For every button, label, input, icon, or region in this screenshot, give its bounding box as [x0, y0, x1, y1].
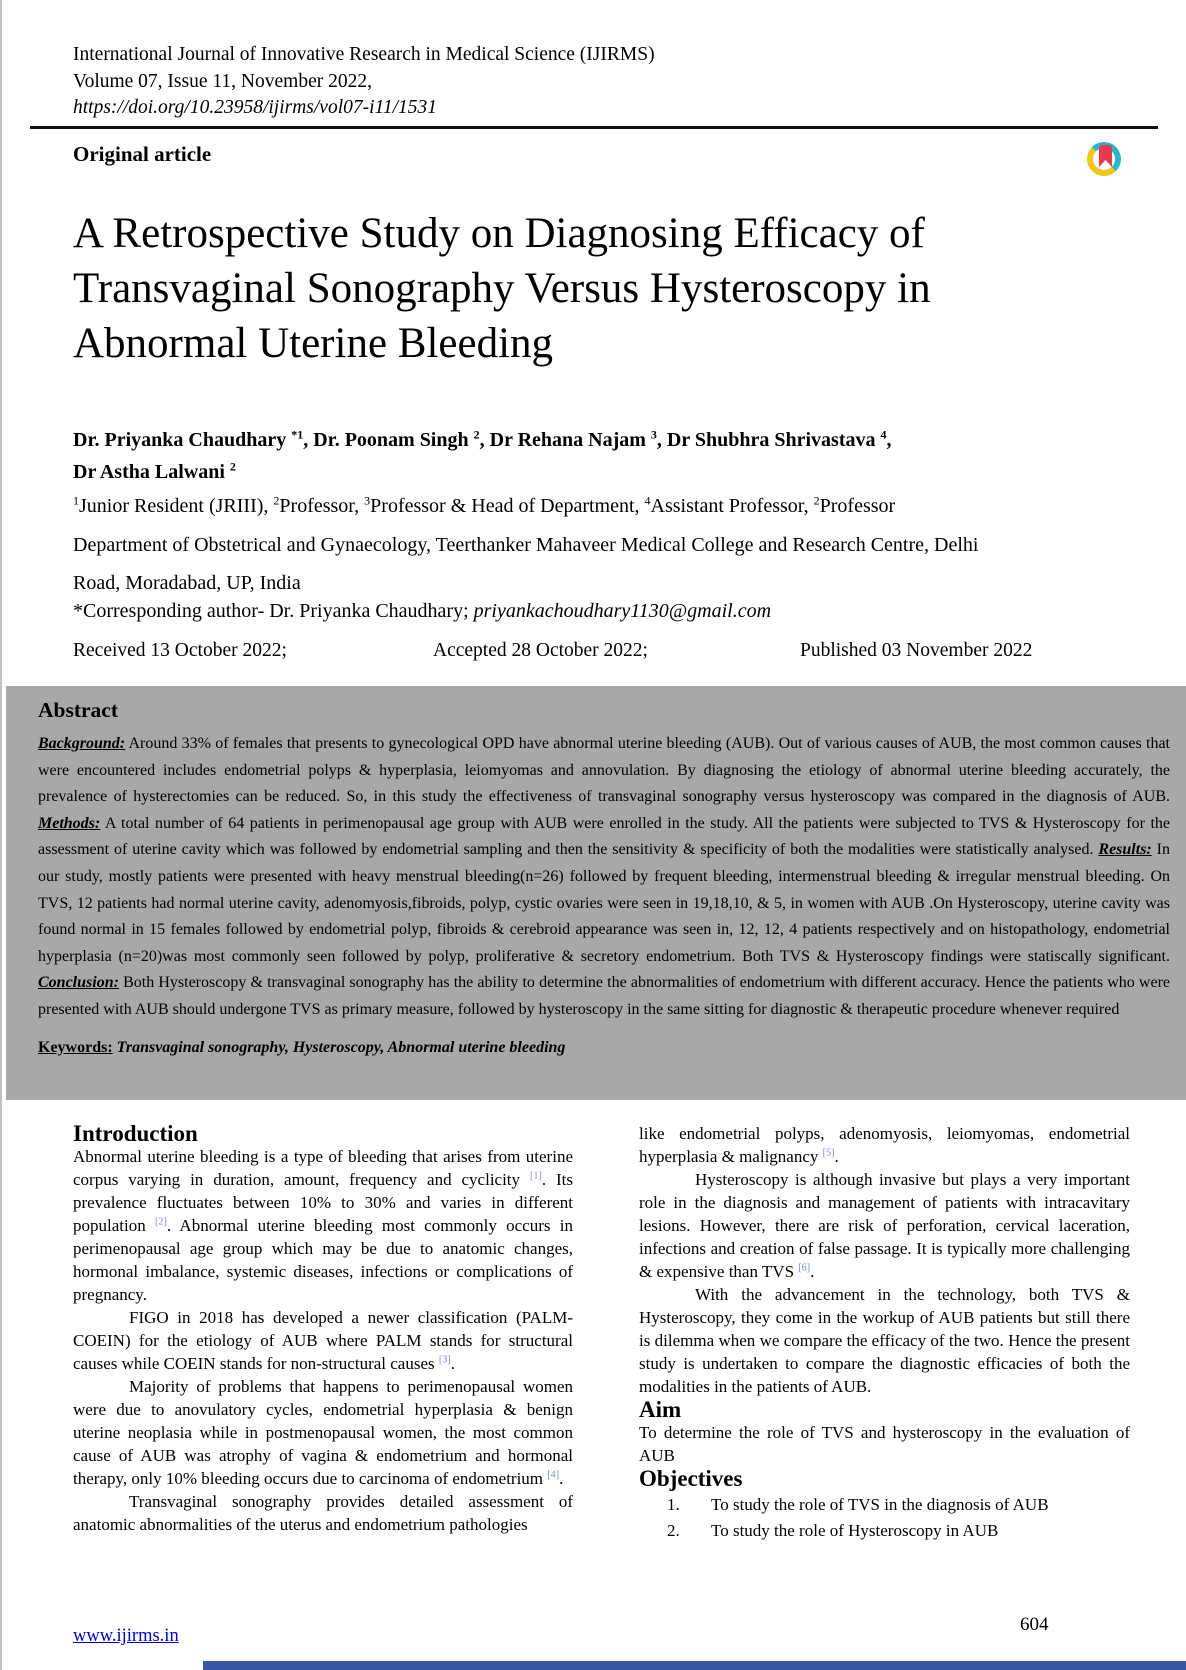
aim-heading: Aim: [639, 1397, 682, 1422]
footer-accent-bar: [203, 1661, 1186, 1670]
journal-volume-issue: Volume 07, Issue 11, November 2022,: [73, 70, 372, 92]
journal-website-link[interactable]: www.ijirms.in: [73, 1626, 179, 1646]
header-divider: [30, 126, 1158, 129]
page-edge-line: [0, 0, 2, 1670]
objective-number: 1.: [667, 1495, 680, 1514]
article-title: A Retrospective Study on Diagnosing Efficacy of Transvaginal Sonography Versus Hysteroscopy in Abnormal Uterine Bleeding: [73, 210, 931, 367]
journal-name: International Journal of Innovative Research in Medical Science (IJIRMS): [73, 44, 655, 65]
objectives-heading: Objectives: [639, 1466, 743, 1491]
objective-text: To study the role of Hysteroscopy in AUB: [711, 1520, 999, 1540]
objectives-list: [639, 1492, 1130, 1543]
article-type-label: Original article: [73, 142, 212, 166]
intro-paragraph-2: FIGO in 2018 has developed a newer classification (PALM-COEIN) for the etiology of AUB where PALM stands for structural causes while COEIN stands for non-structural causes [3].: [73, 1308, 573, 1373]
page-number: 604: [1020, 1614, 1049, 1635]
article-body-columns: [73, 1122, 1130, 1543]
intro-paragraph-3: Majority of problems that happens to perimenopausal women were due to anovulatory cycles, endometrial hyperplasia & benign uterine neoplasia while in postmenopausal women, the most common cause of AUB was atrophy of vagina & endometrium and hormonal therapy, only 10% bleeding occurs due to carcinoma of endometrium [4].: [73, 1377, 573, 1488]
objective-item-1: [639, 1492, 1130, 1518]
intro-paragraph-7: With the advancement in the technology, both TVS & Hysteroscopy, they come in the workup of AUB patients but still there is dilemma when we compare the efficacy of the two. Hence the present study is undertaken to compare the diagnostic efficacies of both the modalities in the patients of AUB.: [639, 1285, 1130, 1396]
abstract-body: Background: Around 33% of females that presents to gynecological OPD have abnormal uterine bleeding (AUB). Out of various causes of AUB, the most common causes that were encountered includes endometrial polyps & hyperplasia, leiomyomas and annovulation. By diagnosing the etiology of abnormal uterine bleeding accurately, the prevalence of hysterectomies can be reduced. So, in this study the effectiveness of transvaginal sonography versus hysteroscopy was compared in the diagnosis of AUB. Methods: A total number of 64 patients in perimenopausal age group with AUB were enrolled in the study. All the patients were subjected to TVS & Hysteroscopy for the assessment of uterine cavity which was followed by endometrial sampling and then the sensitivity & specificity of both the modalities were statistically analysed. Results: In our study, mostly patients were presented with heavy menstrual bleeding(n=26) followed by frequent bleeding, intermenstrual bleeding & irregular menstrual bleeding. On TVS, 12 patients had normal uterine cavity, adenomyosis,fibroids, polyp, cystic ovaries were seen in 19,18,10, & 5, in women with AUB .On Hysteroscopy, uterine cavity was found normal in 15 females followed by endometrial polyp, fibroids & cerebroid appearance was seen in, 12, 12, 4 patients respectively and on histopathology, endometrial hyperplasia (n=20)was most commonly seen followed by polyp, proliferative & secretory endometrium. Both TVS & Hysteroscopy findings were statiscally significant. Conclusion: Both Hysteroscopy & transvaginal sonography has the ability to determine the abnormalities of endometrium with different accuracy. Hence the patients who were presented with AUB should undergone TVS as primary measure, followed by hysteroscopy in the same sitting for diagnostic & therapeutic procedure whenever required: [38, 735, 1171, 1018]
received-date: Received 13 October 2022;: [73, 640, 287, 661]
affiliations: $^1$Junior Resident (JRIII), $^2$Professor, $^3$Professor & Head of Department, $^4$Assistant Professor, $^2$Professor Department of Obstetrical and Gynaecology, Teerthanker Mahaveer Medical College and Research Centre, Delhi Road, Moradabad, UP, India: [73, 493, 979, 594]
keywords-line: Keywords: Transvaginal sonography, Hysteroscopy, Abnormal uterine bleeding: [38, 1038, 566, 1056]
article-dates: [73, 640, 1126, 662]
intro-paragraph-5: like endometrial polyps, adenomyosis, leiomyomas, endometrial hyperplasia & malignancy [5].: [639, 1124, 1130, 1166]
intro-paragraph-4: Transvaginal sonography provides detailed assessment of anatomic abnormalities of the uterus and endometrium pathologies: [73, 1492, 573, 1534]
abstract-heading: Abstract: [38, 698, 119, 722]
objective-text: To study the role of TVS in the diagnosis of AUB: [711, 1495, 1049, 1514]
accepted-date: Accepted 28 October 2022;: [433, 640, 648, 661]
corresponding-author: *Corresponding author- Dr. Priyanka Chaudhary; priyankachoudhary1130@gmail.com: [73, 600, 772, 622]
left-column: [73, 1122, 573, 1543]
abstract-section: [6, 686, 1186, 1100]
introduction-heading: Introduction: [73, 1121, 198, 1146]
aim-text: To determine the role of TVS and hysteroscopy in the evaluation of AUB: [639, 1423, 1130, 1465]
journal-badge-logo: [1087, 142, 1121, 176]
journal-header: [73, 42, 1126, 122]
objective-number: 2.: [667, 1520, 680, 1540]
right-column: [639, 1122, 1130, 1543]
doi-link[interactable]: https://doi.org/10.23958/ijirms/vol07-i11/1531: [73, 97, 438, 118]
intro-paragraph-6: Hysteroscopy is although invasive but plays a very important role in the diagnosis and management of patients with intracavitary lesions. However, there are risk of perforation, cervical laceration, infections and creation of false passage. It is typically more challenging & expensive than TVS [6].: [639, 1170, 1130, 1281]
objective-item-2: [639, 1518, 1130, 1544]
authors-line: Dr. Priyanka Chaudhary $^{*1}$, Dr. Poonam Singh $^2$, Dr Rehana Najam $^3$, Dr Shubhra Shrivastava $^4$, Dr Astha Lalwani $^2$: [73, 427, 892, 483]
published-date: Published 03 November 2022: [800, 640, 1033, 661]
intro-paragraph-1: Abnormal uterine bleeding is a type of bleeding that arises from uterine corpus varying in duration, amount, frequency and cyclicity [1]. Its prevalence fluctuates between 10% to 30% and varies in different population [2]. Abnormal uterine bleeding most commonly occurs in perimenopausal age group which may be due to anatomic changes, hormonal imbalance, systemic diseases, infections or complications of pregnancy.: [73, 1147, 574, 1304]
